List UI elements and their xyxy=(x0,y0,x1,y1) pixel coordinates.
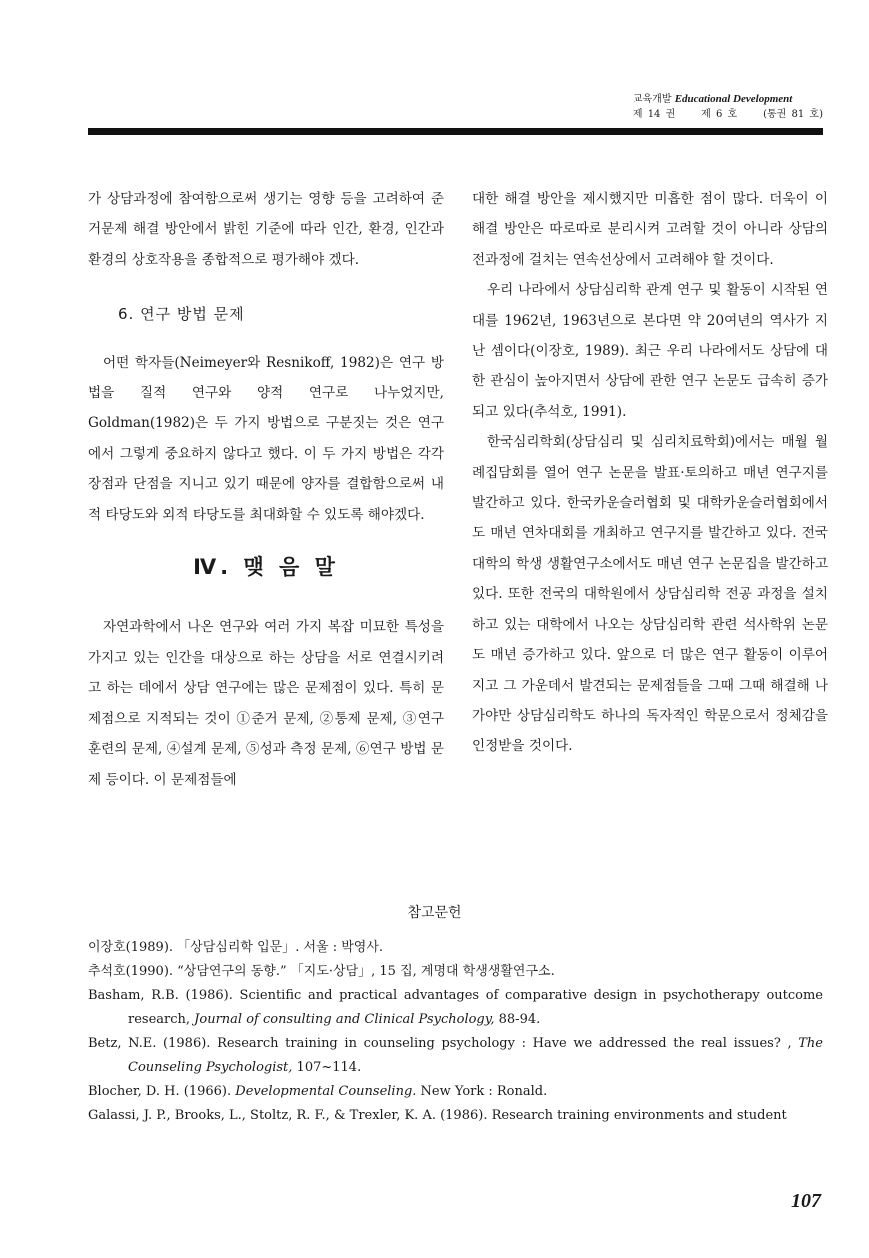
section-6-heading: 6. 연구 방법 문제 xyxy=(118,305,245,324)
conclusion-paragraph: 자연과학에서 나온 연구와 여러 가지 복잡 미묘한 특성을 가지고 있는 인간을 대상으로 하는 상담을 서로 연결시키려고 하는 데에서 상담 연구에는 많은 문제점이 있다. 특히 문제점으로 지적되는 것이 ①준거 문제, ②통제 문제, ③연구 훈련의 문제, ④설계 문제, ⑤성과 측정 문제, ⑥연구 방법 문제 등이다. 이 문제점들에 xyxy=(88,619,444,788)
reference-item xyxy=(88,960,823,984)
reference-item xyxy=(88,1104,823,1128)
header-journal xyxy=(633,92,823,107)
reference-text: 이장호(1989). 「상담심리학 입문」. 서울 : 박영사. xyxy=(88,940,384,955)
reference-item xyxy=(88,984,823,1032)
right-column xyxy=(472,184,828,762)
reference-tail: 88-94. xyxy=(494,1012,541,1027)
reference-tail: New York : Ronald. xyxy=(416,1084,548,1099)
journal-title-korean: 교육개발 xyxy=(632,94,672,105)
reference-text: Blocher, D. H. (1966). xyxy=(88,1084,236,1099)
running-header xyxy=(633,92,823,122)
page-number: 107 xyxy=(791,1190,821,1212)
reference-italic: Journal of consulting and Clinical Psychology, xyxy=(194,1012,495,1027)
reference-italic: The Counseling Psychologist, xyxy=(128,1036,823,1075)
header-volume-info xyxy=(633,107,823,122)
section-6-paragraph: 어떤 학자들(Neimeyer와 Resnikoff, 1982)은 연구 방법을 질적 연구와 양적 연구로 나누었지만, Goldman(1982)은 두 가지 방법으로 구분짓는 것은 연구에서 그렇게 중요하지 않다고 했다. 이 두 가지 방법은 각각 장점과 단점을 지니고 있기 때문에 양자를 결합함으로써 내적 타당도와 외적 타당도를 최대화할 수 있도록 해야겠다. xyxy=(88,354,444,523)
reference-text: Basham, R.B. (1986). Scientific and practical advantages of comparative design in psychotherapy outcome research, xyxy=(88,988,823,1027)
references-list xyxy=(88,936,823,1128)
reference-italic: Developmental Counseling. xyxy=(235,1084,417,1099)
right-paragraph-3: 한국심리학회(상담심리 및 심리치료학회)에서는 매월 월례집담회를 열어 연구 논문을 발표·토의하고 매년 연구지를 발간하고 있다. 한국카운슬러협회 및 대학카운슬러협회에서도 매년 연차대회를 개최하고 연구지를 발간하고 있다. 전국 대학의 학생 생활연구소에서도 매년 연구 논문집을 발간하고 있다. 또한 전국의 대학원에서 상담심리학 전공 과정을 설치하고 있는 대학에서 나오는 상담심리학 관련 석사학위 논문도 매년 증가하고 있다. 앞으로 더 많은 연구 활동이 이루어지고 그 가운데서 발견되는 문제점들을 그때 그때 해결해 나가야만 상담심리학도 하나의 독자적인 학문으로서 정체감을 인정받을 것이다. xyxy=(472,434,828,755)
reference-tail: 107~114. xyxy=(292,1060,362,1075)
reference-text: 추석호(1990). “상담연구의 동향.” 「지도·상담」, 15 집, 계명대 학생생활연구소. xyxy=(88,964,555,979)
left-column xyxy=(88,184,444,795)
reference-item xyxy=(88,936,823,960)
continued-paragraph: 가 상담과정에 참여함으로써 생기는 영향 등을 고려하여 준거문제 해결 방안에서 밝힌 기준에 따라 인간, 환경, 인간과 환경의 상호작용을 종합적으로 평가해야 겠다. xyxy=(88,191,444,268)
reference-item xyxy=(88,1032,823,1080)
right-paragraph-2: 우리 나라에서 상담심리학 관계 연구 및 활동이 시작된 연대를 1962년, 1963년으로 본다면 약 20여년의 역사가 지난 셈이다(이장호, 1989). 최근 우리 나라에서도 상담에 대한 관심이 높아지면서 상담에 관한 연구 논문도 급속히 증가되고 있다(추석호, 1991). xyxy=(472,282,828,420)
references-title: 참고문헌 xyxy=(407,905,462,921)
reference-text: Betz, N.E. (1986). Research training in counseling psychology : Have we addressed the real issues? , xyxy=(88,1036,799,1051)
volume-number: 제 14 권 xyxy=(632,109,676,120)
header-rule xyxy=(88,128,823,135)
reference-text: Galassi, J. P., Brooks, L., Stoltz, R. F., & Trexler, K. A. (1986). Research training environments and student xyxy=(88,1108,787,1123)
issue-number: 제 6 호 xyxy=(701,109,738,120)
chapter-4-heading: Ⅳ. 맺 음 말 xyxy=(193,555,339,580)
right-paragraph-1: 대한 해결 방안을 제시했지만 미흡한 점이 많다. 더욱이 이 해결 방안은 따로따로 분리시켜 고려할 것이 아니라 상담의 전과정에 걸치는 연속선상에서 고려해야 할 것이다. xyxy=(472,191,828,268)
journal-title-english: Educational Development xyxy=(674,93,793,105)
total-issue: (통권 81 호) xyxy=(763,109,823,120)
reference-item xyxy=(88,1080,823,1104)
